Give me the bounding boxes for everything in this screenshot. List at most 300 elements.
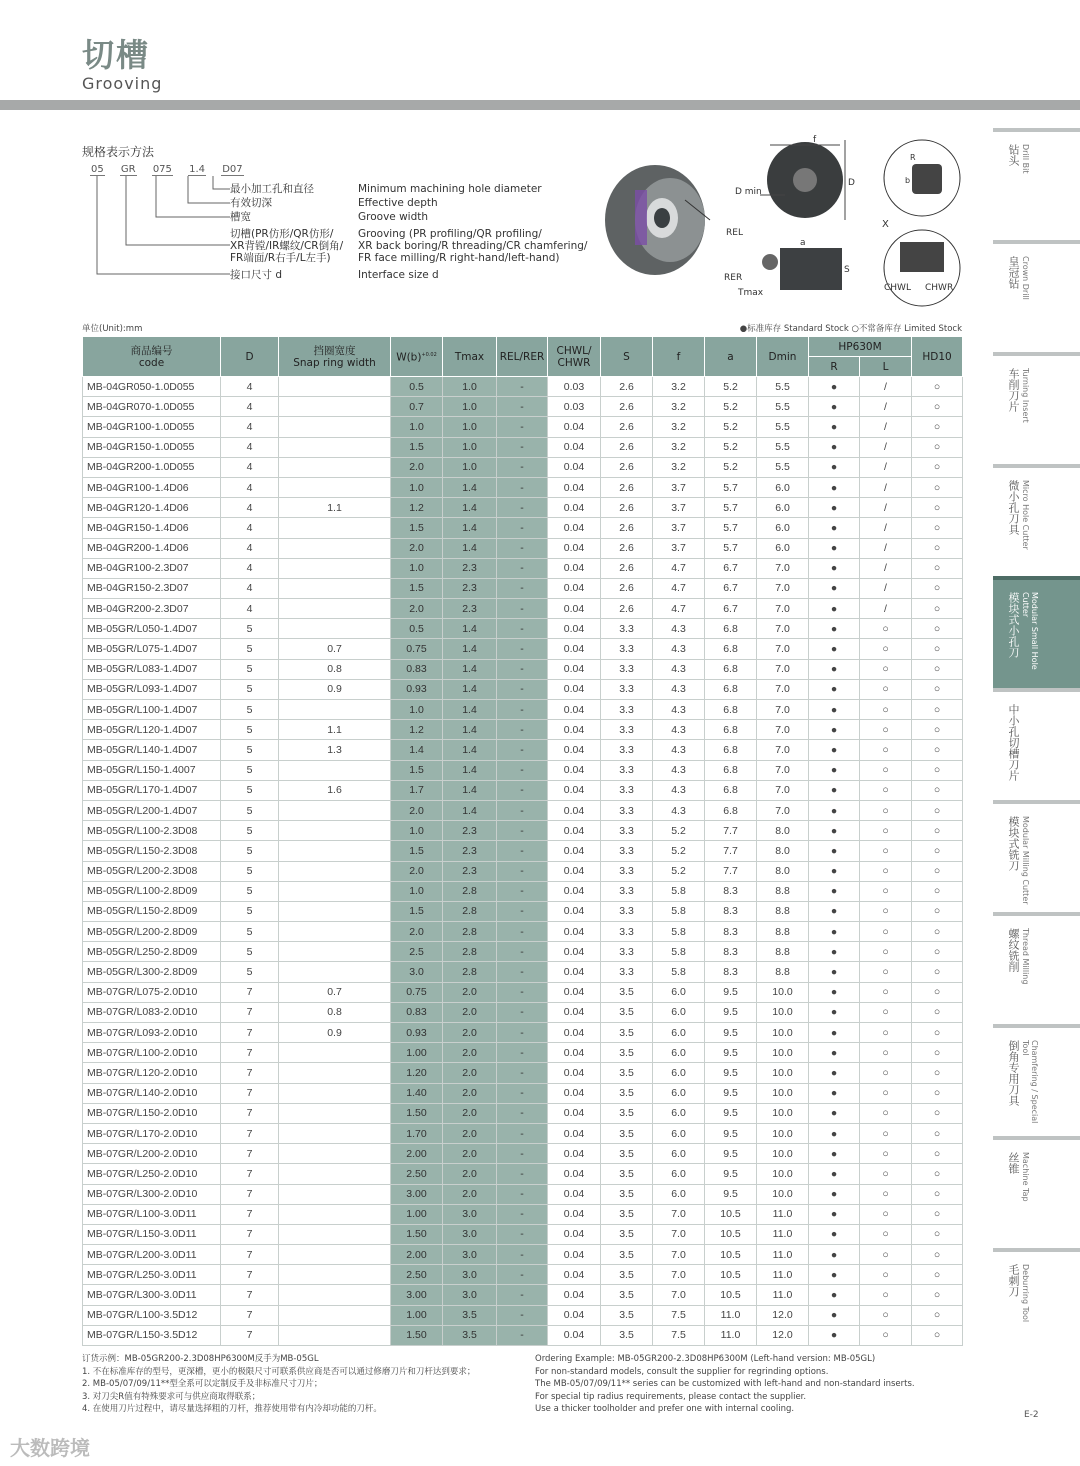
cell-chw: 0.04	[548, 659, 601, 679]
label-rel: REL	[726, 228, 743, 238]
cell-rel: -	[497, 720, 548, 740]
spec-row-cn: 最小加工孔和直径	[230, 183, 314, 195]
cell-hd: ○	[912, 1043, 963, 1063]
cell-d: 5	[221, 861, 279, 881]
cell-s: 3.3	[601, 861, 653, 881]
cell-f: 4.3	[653, 720, 705, 740]
cell-d: 7	[221, 1103, 279, 1123]
cell-s: 3.3	[601, 881, 653, 901]
cell-a: 6.7	[705, 599, 757, 619]
cell-r: ●	[809, 1224, 860, 1244]
cell-hd: ○	[912, 1063, 963, 1083]
side-tab[interactable]	[993, 576, 1080, 688]
cell-dmin: 10.0	[757, 1184, 809, 1204]
cell-wb: 2.00	[391, 1245, 443, 1265]
cell-dmin: 7.0	[757, 780, 809, 800]
cell-r: ●	[809, 780, 860, 800]
cell-r: ●	[809, 417, 860, 437]
table-row	[83, 1023, 963, 1043]
cell-tmax: 1.0	[443, 437, 497, 457]
cell-f: 6.0	[653, 1123, 705, 1143]
watermark: 大数跨境	[10, 1436, 90, 1460]
cell-dmin: 11.0	[757, 1265, 809, 1285]
cell-rel: -	[497, 1002, 548, 1022]
header-s: S	[601, 337, 653, 377]
cell-chw: 0.04	[548, 700, 601, 720]
cell-r: ●	[809, 518, 860, 538]
cell-r: ●	[809, 1164, 860, 1184]
cell-snap	[279, 962, 391, 982]
side-tab[interactable]	[993, 240, 1080, 352]
cell-a: 5.7	[705, 477, 757, 497]
cell-wb: 0.83	[391, 659, 443, 679]
cell-dmin: 11.0	[757, 1204, 809, 1224]
label-a: a	[800, 238, 806, 248]
cell-f: 4.3	[653, 639, 705, 659]
cell-code: MB-05GR/L083-1.4D07	[83, 659, 221, 679]
cell-tmax: 1.4	[443, 477, 497, 497]
table-row	[83, 962, 963, 982]
side-tab[interactable]	[993, 352, 1080, 464]
cell-f: 4.3	[653, 619, 705, 639]
cell-chw: 0.04	[548, 1325, 601, 1345]
side-tab[interactable]	[993, 128, 1080, 240]
cell-dmin: 8.8	[757, 901, 809, 921]
cell-a: 5.2	[705, 457, 757, 477]
cell-rel: -	[497, 639, 548, 659]
side-tab[interactable]	[993, 1024, 1080, 1136]
cell-tmax: 2.0	[443, 1023, 497, 1043]
cell-code: MB-07GR/L140-2.0D10	[83, 1083, 221, 1103]
cell-snap	[279, 821, 391, 841]
cell-snap	[279, 800, 391, 820]
cell-dmin: 10.0	[757, 1043, 809, 1063]
cell-r: ●	[809, 679, 860, 699]
cell-a: 5.7	[705, 538, 757, 558]
cell-tmax: 2.0	[443, 982, 497, 1002]
side-tab[interactable]	[993, 1248, 1080, 1360]
cell-l: ○	[860, 821, 912, 841]
cell-code: MB-04GR050-1.0D055	[83, 377, 221, 397]
header-snap	[279, 337, 391, 377]
cell-d: 7	[221, 1164, 279, 1184]
cell-a: 6.7	[705, 558, 757, 578]
cell-wb: 1.50	[391, 1224, 443, 1244]
cell-rel: -	[497, 841, 548, 861]
cell-f: 6.0	[653, 1083, 705, 1103]
cell-a: 10.5	[705, 1265, 757, 1285]
cell-chw: 0.04	[548, 982, 601, 1002]
table-row	[83, 1103, 963, 1123]
cell-chw: 0.04	[548, 821, 601, 841]
cell-r: ●	[809, 1144, 860, 1164]
side-tab-label-cn: 中小孔切槽刀片	[1007, 704, 1020, 781]
cell-hd: ○	[912, 397, 963, 417]
cell-chw: 0.04	[548, 578, 601, 598]
cell-snap	[279, 700, 391, 720]
cell-f: 6.0	[653, 1184, 705, 1204]
cell-d: 7	[221, 982, 279, 1002]
spec-leader-lines	[90, 176, 235, 280]
cell-s: 3.3	[601, 700, 653, 720]
side-tab-label-cn: 钻头	[1007, 144, 1020, 166]
cell-s: 2.6	[601, 417, 653, 437]
cell-l: ○	[860, 1285, 912, 1305]
cell-wb: 1.0	[391, 821, 443, 841]
spec-code: D07	[222, 164, 243, 175]
cell-snap	[279, 760, 391, 780]
cell-a: 6.8	[705, 720, 757, 740]
cell-dmin: 8.8	[757, 922, 809, 942]
label-rer: RER	[724, 273, 743, 283]
side-tab[interactable]	[993, 1136, 1080, 1248]
cell-d: 7	[221, 1144, 279, 1164]
cell-s: 3.3	[601, 659, 653, 679]
cell-hd: ○	[912, 861, 963, 881]
notes-en: Ordering Example: MB-05GR200-2.3D08HP6300M (Left-hand version: MB-05GL) For non-standard models, consult the supplier for regrinding options. The MB-05/07/09/11** series can be customized with left-hand and non-standard inserts. For special tip radius requirements, please contact the supplier. Use a thicker toolholder and prefer one with internal cooling.	[535, 1354, 915, 1414]
cell-d: 4	[221, 377, 279, 397]
cell-code: MB-07GR/L250-3.0D11	[83, 1265, 221, 1285]
header-d: D	[221, 337, 279, 377]
cell-wb: 1.20	[391, 1063, 443, 1083]
cell-code: MB-05GR/L140-1.4D07	[83, 740, 221, 760]
cell-d: 4	[221, 417, 279, 437]
cell-a: 11.0	[705, 1305, 757, 1325]
cell-l: /	[860, 437, 912, 457]
cell-dmin: 6.0	[757, 518, 809, 538]
table-row	[83, 1204, 963, 1224]
cell-d: 5	[221, 720, 279, 740]
cell-rel: -	[497, 477, 548, 497]
cell-wb: 2.00	[391, 1144, 443, 1164]
cell-code: MB-05GR/L100-1.4D07	[83, 700, 221, 720]
side-tab-label-cn: 毛刺刀	[1007, 1264, 1020, 1297]
cell-d: 5	[221, 821, 279, 841]
cell-tmax: 1.4	[443, 780, 497, 800]
side-tab-label-cn: 模块式铣刀	[1007, 816, 1020, 871]
cell-hd: ○	[912, 578, 963, 598]
cell-hd: ○	[912, 498, 963, 518]
side-tab[interactable]	[993, 912, 1080, 1024]
cell-wb: 1.0	[391, 477, 443, 497]
cell-r: ●	[809, 457, 860, 477]
cell-f: 3.2	[653, 417, 705, 437]
cell-code: MB-05GR/L075-1.4D07	[83, 639, 221, 659]
cell-d: 7	[221, 1305, 279, 1325]
cell-wb: 1.0	[391, 700, 443, 720]
cell-tmax: 2.3	[443, 599, 497, 619]
unit-label: 单位(Unit):mm	[82, 324, 143, 334]
cell-s: 2.6	[601, 457, 653, 477]
cell-hd: ○	[912, 800, 963, 820]
header-wb	[391, 337, 443, 377]
cell-r: ●	[809, 1023, 860, 1043]
cell-snap	[279, 477, 391, 497]
cell-r: ●	[809, 1325, 860, 1345]
cell-rel: -	[497, 740, 548, 760]
table-row	[83, 619, 963, 639]
cell-code: MB-05GR/L300-2.8D09	[83, 962, 221, 982]
cell-rel: -	[497, 1265, 548, 1285]
cell-s: 2.6	[601, 538, 653, 558]
cell-r: ●	[809, 700, 860, 720]
cell-l: ○	[860, 639, 912, 659]
cell-d: 5	[221, 679, 279, 699]
cell-a: 9.5	[705, 1164, 757, 1184]
cell-f: 5.8	[653, 881, 705, 901]
cell-dmin: 7.0	[757, 740, 809, 760]
cell-a: 5.7	[705, 518, 757, 538]
side-tab[interactable]	[993, 688, 1080, 800]
cell-wb: 0.93	[391, 1023, 443, 1043]
cell-tmax: 2.0	[443, 1103, 497, 1123]
cell-hd: ○	[912, 1002, 963, 1022]
header-snap-cn: 挡圈宽度	[313, 344, 356, 357]
cell-f: 3.2	[653, 457, 705, 477]
cell-code: MB-07GR/L200-3.0D11	[83, 1245, 221, 1265]
cell-tmax: 2.8	[443, 922, 497, 942]
cell-tmax: 3.5	[443, 1305, 497, 1325]
page-number: E-2	[1024, 1410, 1039, 1420]
cell-rel: -	[497, 800, 548, 820]
cell-r: ●	[809, 760, 860, 780]
cell-snap	[279, 397, 391, 417]
side-tab-label-en: Turning Insert	[1021, 368, 1030, 423]
cell-wb: 0.5	[391, 377, 443, 397]
table-row	[83, 397, 963, 417]
cell-l: ○	[860, 1164, 912, 1184]
cell-chw: 0.04	[548, 639, 601, 659]
cell-l: /	[860, 599, 912, 619]
side-tab[interactable]	[993, 464, 1080, 576]
cell-r: ●	[809, 1245, 860, 1265]
label-x: X	[882, 219, 889, 230]
cell-d: 4	[221, 558, 279, 578]
cell-wb: 3.0	[391, 962, 443, 982]
cell-hd: ○	[912, 1245, 963, 1265]
header-tmax: Tmax	[443, 337, 497, 377]
cell-r: ●	[809, 901, 860, 921]
cell-s: 3.5	[601, 1285, 653, 1305]
cell-d: 7	[221, 1245, 279, 1265]
cell-wb: 1.50	[391, 1103, 443, 1123]
cell-snap	[279, 1245, 391, 1265]
spec-code: 05	[91, 164, 104, 175]
cell-dmin: 10.0	[757, 1123, 809, 1143]
cell-code: MB-04GR200-1.0D055	[83, 457, 221, 477]
cell-tmax: 3.0	[443, 1204, 497, 1224]
cell-dmin: 8.0	[757, 861, 809, 881]
cell-tmax: 3.0	[443, 1265, 497, 1285]
cell-wb: 1.00	[391, 1305, 443, 1325]
cell-r: ●	[809, 841, 860, 861]
cell-rel: -	[497, 821, 548, 841]
cell-d: 5	[221, 760, 279, 780]
table-row	[83, 639, 963, 659]
cell-rel: -	[497, 1103, 548, 1123]
cell-wb: 0.75	[391, 639, 443, 659]
cell-a: 9.5	[705, 1083, 757, 1103]
cell-dmin: 11.0	[757, 1224, 809, 1244]
cell-r: ●	[809, 1103, 860, 1123]
header-f: f	[653, 337, 705, 377]
cell-snap	[279, 457, 391, 477]
cell-f: 6.0	[653, 1002, 705, 1022]
cell-dmin: 10.0	[757, 1144, 809, 1164]
cell-chw: 0.04	[548, 1245, 601, 1265]
cell-f: 3.2	[653, 377, 705, 397]
cell-f: 7.0	[653, 1265, 705, 1285]
label-f: f	[813, 135, 817, 145]
cell-dmin: 7.0	[757, 599, 809, 619]
cell-chw: 0.04	[548, 1144, 601, 1164]
cell-code: MB-04GR070-1.0D055	[83, 397, 221, 417]
cell-hd: ○	[912, 558, 963, 578]
side-tab-label-en: Machine Tap	[1021, 1152, 1030, 1202]
cell-l: ○	[860, 679, 912, 699]
cell-s: 3.5	[601, 982, 653, 1002]
cell-d: 5	[221, 780, 279, 800]
cell-hd: ○	[912, 962, 963, 982]
cell-dmin: 10.0	[757, 1164, 809, 1184]
cell-code: MB-05GR/L100-2.8D09	[83, 881, 221, 901]
cell-s: 3.5	[601, 1002, 653, 1022]
cell-r: ●	[809, 477, 860, 497]
cell-d: 4	[221, 397, 279, 417]
cell-snap: 0.7	[279, 639, 391, 659]
cell-dmin: 7.0	[757, 619, 809, 639]
cell-chw: 0.04	[548, 477, 601, 497]
cell-hd: ○	[912, 1285, 963, 1305]
table-row	[83, 679, 963, 699]
cell-l: ○	[860, 942, 912, 962]
cell-chw: 0.04	[548, 1103, 601, 1123]
cell-r: ●	[809, 1265, 860, 1285]
header-snap-en: Snap ring width	[293, 356, 376, 369]
cell-chw: 0.04	[548, 881, 601, 901]
cell-f: 5.8	[653, 962, 705, 982]
cell-f: 5.2	[653, 841, 705, 861]
cell-r: ●	[809, 437, 860, 457]
cell-rel: -	[497, 700, 548, 720]
cell-chw: 0.04	[548, 437, 601, 457]
cell-snap	[279, 841, 391, 861]
cell-chw: 0.04	[548, 518, 601, 538]
cell-f: 7.0	[653, 1245, 705, 1265]
cell-l: ○	[860, 922, 912, 942]
side-tab-label-cn: 倒角专用刀具	[1007, 1040, 1020, 1106]
cell-s: 3.5	[601, 1123, 653, 1143]
cell-chw: 0.04	[548, 1023, 601, 1043]
cell-code: MB-07GR/L100-3.0D11	[83, 1204, 221, 1224]
table-row	[83, 982, 963, 1002]
cell-f: 3.2	[653, 437, 705, 457]
cell-f: 5.8	[653, 942, 705, 962]
cell-rel: -	[497, 760, 548, 780]
cell-s: 3.5	[601, 1265, 653, 1285]
cell-a: 6.8	[705, 780, 757, 800]
header-dmin: Dmin	[757, 337, 809, 377]
cell-tmax: 2.0	[443, 1123, 497, 1143]
cell-f: 7.0	[653, 1285, 705, 1305]
cell-snap: 0.7	[279, 982, 391, 1002]
cell-wb: 1.5	[391, 518, 443, 538]
cell-l: ○	[860, 841, 912, 861]
cell-s: 3.3	[601, 720, 653, 740]
table-row	[83, 498, 963, 518]
cell-dmin: 8.0	[757, 821, 809, 841]
cell-code: MB-04GR200-1.4D06	[83, 538, 221, 558]
cell-code: MB-05GR/L200-1.4D07	[83, 800, 221, 820]
spec-title: 规格表示方法	[82, 145, 155, 159]
cell-tmax: 2.0	[443, 1164, 497, 1184]
cell-snap: 0.8	[279, 659, 391, 679]
cell-r: ●	[809, 922, 860, 942]
cell-d: 7	[221, 1285, 279, 1305]
cell-f: 4.3	[653, 740, 705, 760]
cell-l: ○	[860, 1103, 912, 1123]
cell-s: 3.5	[601, 1043, 653, 1063]
cell-tmax: 1.4	[443, 619, 497, 639]
cell-hd: ○	[912, 1023, 963, 1043]
cell-rel: -	[497, 659, 548, 679]
cell-snap: 1.3	[279, 740, 391, 760]
cell-dmin: 10.0	[757, 1002, 809, 1022]
cell-d: 4	[221, 437, 279, 457]
cell-tmax: 1.4	[443, 498, 497, 518]
cell-dmin: 5.5	[757, 377, 809, 397]
cell-tmax: 2.0	[443, 1063, 497, 1083]
cell-d: 5	[221, 700, 279, 720]
cell-l: ○	[860, 982, 912, 1002]
cell-snap	[279, 1265, 391, 1285]
cell-snap	[279, 922, 391, 942]
cell-snap	[279, 1123, 391, 1143]
cell-hd: ○	[912, 679, 963, 699]
cell-tmax: 1.0	[443, 417, 497, 437]
cell-rel: -	[497, 1305, 548, 1325]
cell-dmin: 12.0	[757, 1305, 809, 1325]
cell-hd: ○	[912, 901, 963, 921]
cell-s: 3.3	[601, 679, 653, 699]
cell-dmin: 8.0	[757, 841, 809, 861]
cell-hd: ○	[912, 841, 963, 861]
cell-hd: ○	[912, 377, 963, 397]
cell-l: ○	[860, 740, 912, 760]
cell-r: ●	[809, 498, 860, 518]
header-hp630m: HP630M	[809, 337, 912, 357]
cell-rel: -	[497, 942, 548, 962]
cell-l: ○	[860, 1204, 912, 1224]
cell-code: MB-04GR200-2.3D07	[83, 599, 221, 619]
cell-a: 11.0	[705, 1325, 757, 1345]
cell-r: ●	[809, 1285, 860, 1305]
side-tab[interactable]	[993, 800, 1080, 912]
cell-l: ○	[860, 700, 912, 720]
cell-wb: 3.00	[391, 1285, 443, 1305]
cell-hd: ○	[912, 538, 963, 558]
table-row	[83, 417, 963, 437]
cell-a: 6.8	[705, 619, 757, 639]
cell-hd: ○	[912, 1325, 963, 1345]
cell-a: 7.7	[705, 821, 757, 841]
cell-r: ●	[809, 861, 860, 881]
cell-r: ●	[809, 538, 860, 558]
cell-l: ○	[860, 720, 912, 740]
cell-f: 3.7	[653, 518, 705, 538]
cell-hd: ○	[912, 437, 963, 457]
tip-detail	[884, 140, 960, 216]
